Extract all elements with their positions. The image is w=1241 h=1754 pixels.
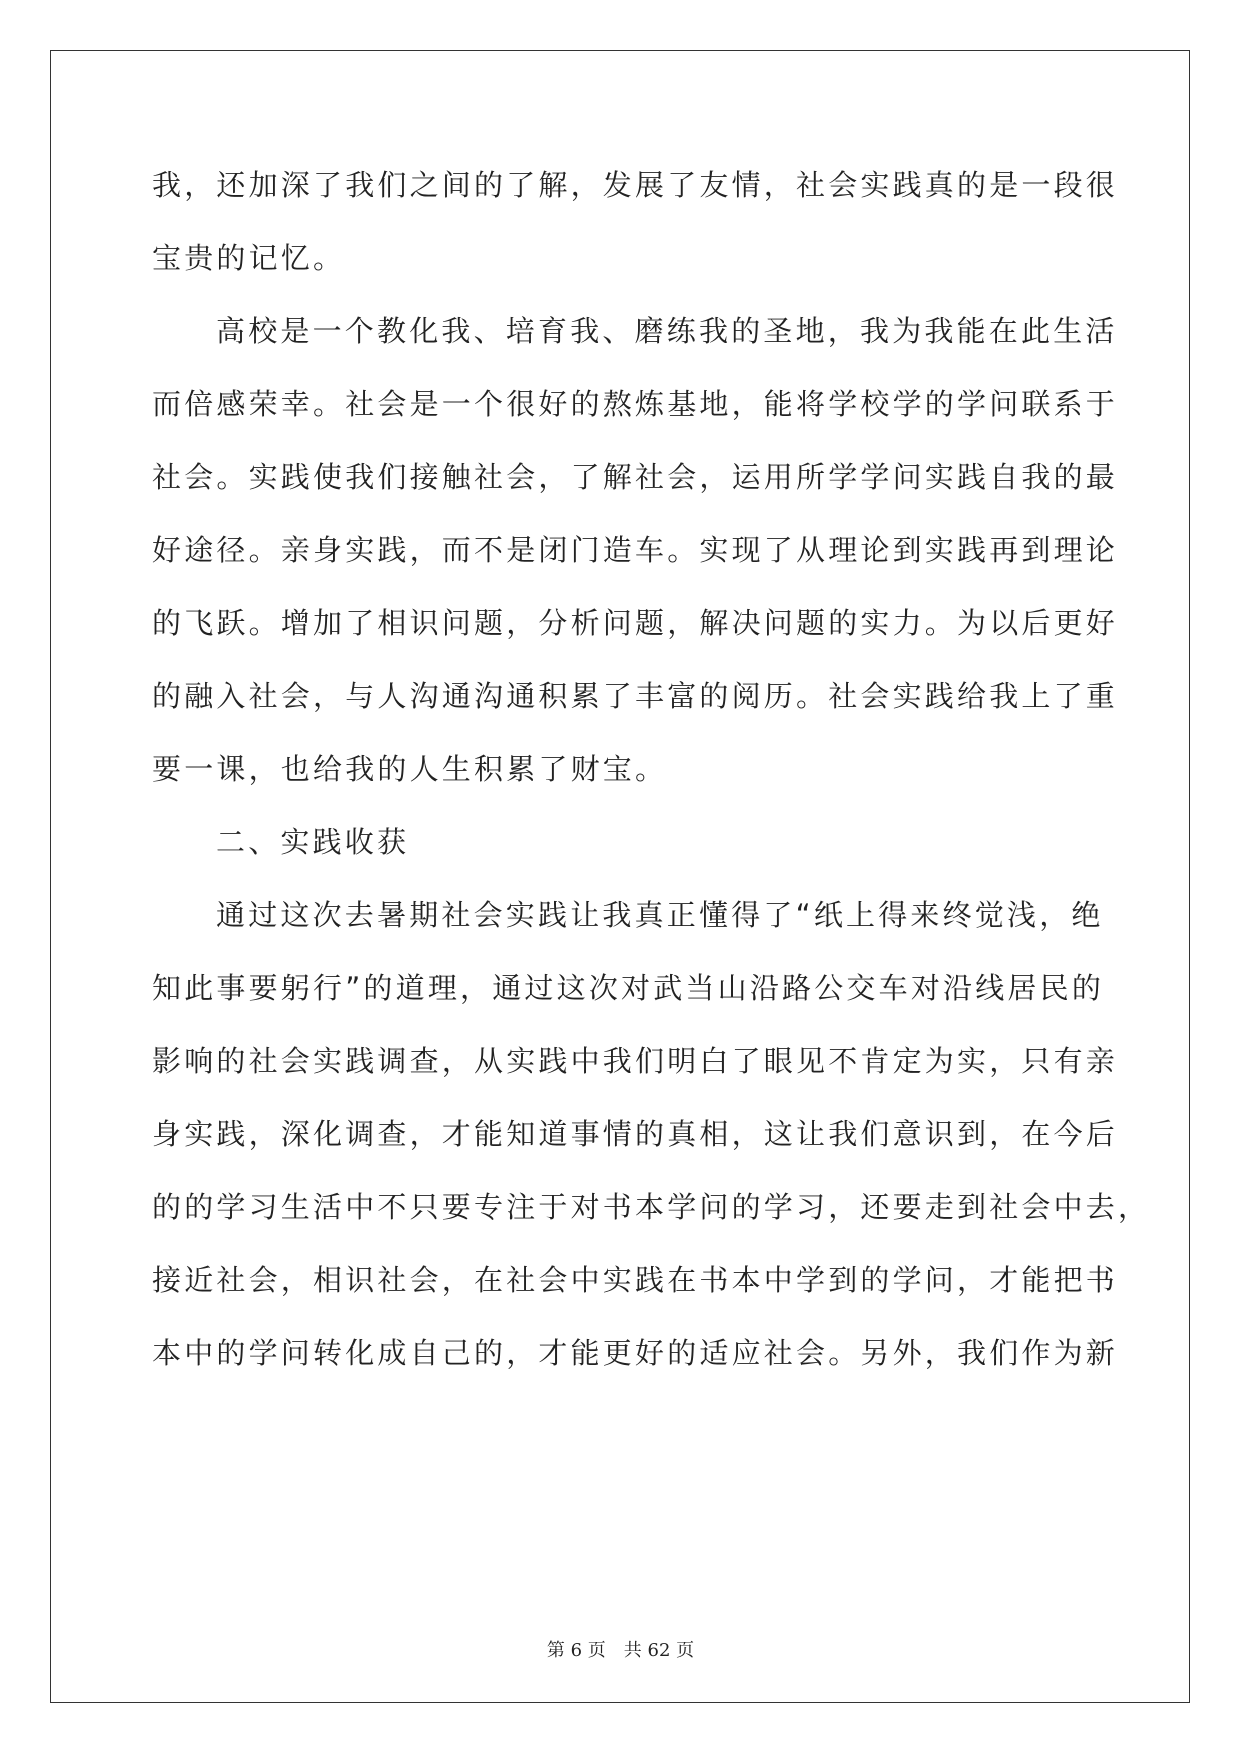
page-frame: [50, 50, 1190, 1703]
text-line: 影响的社会实践调查，从实践中我们明白了眼见不肯定为实，只有亲: [152, 1044, 1119, 1078]
page-number: 第 6 页 共 62 页: [546, 1640, 695, 1661]
text-line: 的融入社会，与人沟通沟通积累了丰富的阅历。社会实践给我上了重: [152, 679, 1119, 713]
text-line: 我，还加深了我们之间的了解，发展了友情，社会实践真的是一段很: [152, 168, 1119, 202]
text-line: 身实践，深化调查，才能知道事情的真相，这让我们意识到，在今后: [152, 1117, 1119, 1151]
text-line: 好途径。亲身实践，而不是闭门造车。实现了从理论到实践再到理论: [152, 533, 1119, 567]
text-line: 要一课，也给我的人生积累了财宝。: [152, 752, 668, 786]
text-line: 而倍感荣幸。社会是一个很好的熬炼基地，能将学校学的学问联系于: [152, 387, 1119, 421]
paragraph-start-line: 高校是一个教化我、培育我、磨练我的圣地，我为我能在此生活: [216, 314, 1118, 348]
text-line: 的的学习生活中不只要专注于对书本学问的学习，还要走到社会中去，: [152, 1190, 1151, 1224]
text-line: 的飞跃。增加了相识问题，分析问题，解决问题的实力。为以后更好: [152, 606, 1119, 640]
paragraph-start-line: 通过这次去暑期社会实践让我真正懂得了“纸上得来终觉浅，绝: [216, 898, 1104, 932]
text-line: 社会。实践使我们接触社会，了解社会，运用所学学问实践自我的最: [152, 460, 1119, 494]
text-line: 本中的学问转化成自己的，才能更好的适应社会。另外，我们作为新: [152, 1336, 1119, 1370]
text-line: 知此事要躬行”的道理，通过这次对武当山沿路公交车对沿线居民的: [152, 971, 1105, 1005]
text-line: 接近社会，相识社会，在社会中实践在书本中学到的学问，才能把书: [152, 1263, 1119, 1297]
section-heading: 二、实践收获: [216, 825, 410, 859]
text-line: 宝贵的记忆。: [152, 241, 346, 275]
